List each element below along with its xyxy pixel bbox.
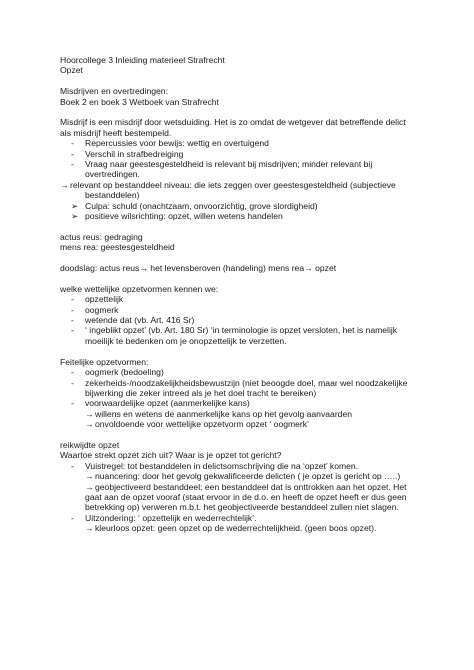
question-line: Waartoe strekt opzet zich uit? Waar is je opzet tot gericht? bbox=[60, 450, 282, 461]
list-item-cont: overtredingen. bbox=[85, 169, 140, 180]
heading-feitelijke: Feitelijke opzetvormen: bbox=[60, 356, 149, 367]
arrow-icon: → bbox=[85, 419, 94, 430]
list-item: - ‘ ingeblikt opzet’ (vb. Art. 180 Sr) ‘in terminologie is opzet versloten, het is namelijk bbox=[71, 325, 398, 336]
list-item: - voorwaardelijke opzet (aanmerkelijke kans) bbox=[71, 398, 250, 409]
arrow-icon: → bbox=[139, 263, 148, 274]
list-item-cont: bijwerking die zeker intreed als je het doel tracht te bereiken) bbox=[85, 387, 317, 398]
arrow-icon: → bbox=[60, 179, 69, 190]
sub-arrow-item: → onvoldoende voor wettelijke opzetvorm opzet ‘ oogmerk’ bbox=[85, 419, 310, 430]
dash-bullet: - bbox=[71, 148, 74, 159]
paragraph-misdrijf-cont: als misdrijf heeft bestempeld. bbox=[60, 127, 172, 138]
list-item: ➢ Culpa: schuld (onachtzaam, onvoorzichtig, grove slordigheid) bbox=[71, 200, 318, 211]
list-item: - Vuistregel: tot bestanddelen in delictsomschrijving die na ‘opzet’ komen. bbox=[71, 460, 359, 471]
heading-misdrijven: Misdrijven en overtredingen: bbox=[60, 86, 168, 97]
dash-bullet: - bbox=[71, 138, 74, 149]
doodslag-line: doodslag: actus reus→ het levensberoven (handeling) mens rea→ opzet bbox=[60, 263, 337, 274]
actus-reus-line: actus reus: gedraging bbox=[60, 231, 143, 242]
list-item-cont: moeilijk te bedenken om je onopzettelijk te verzetten. bbox=[85, 335, 287, 346]
dash-bullet: - bbox=[71, 315, 74, 326]
list-item: - oogmerk (bedoeling) bbox=[71, 367, 164, 378]
check-arrow-icon: ➢ bbox=[71, 200, 79, 211]
list-item: - Verschil in strafbedreiging bbox=[71, 148, 184, 159]
heading-reikwijdte: reikwijdte opzet bbox=[60, 439, 120, 450]
sub-arrow-item: → kleurloos opzet: geen opzet op de wederrechtelijkheid. (geen boos opzet). bbox=[85, 523, 377, 534]
sub-item-cont: betrekking op) verweren m.b.t. het geobjectiveerde bestanddeel zullen niet slagen. bbox=[85, 502, 399, 513]
arrow-icon: → bbox=[85, 471, 94, 482]
arrow-icon: → bbox=[304, 263, 313, 274]
list-item: - Vraag naar geestesgesteldheid is relevant bij misdrijven; minder relevant bij bbox=[71, 159, 373, 170]
list-item: - wetende dat (vb. Art. 416 Sr) bbox=[71, 315, 195, 326]
sub-arrow-item: → willens en wetens de aanmerkelijke kans op het gevolg aanvaarden bbox=[85, 408, 353, 419]
dash-bullet: - bbox=[71, 159, 74, 170]
list-item: - Uitzondering: ‘ opzettelijk en wederrechtelijk’. bbox=[71, 512, 257, 523]
dash-bullet: - bbox=[71, 512, 74, 523]
arrow-line: → relevant op bestanddeel niveau: die iets zeggen over geestesgesteldheid (subjectieve bbox=[60, 179, 396, 190]
dash-bullet: - bbox=[71, 377, 74, 388]
arrow-icon: → bbox=[85, 408, 94, 419]
mens-rea-line: mens rea: geestesgesteldheid bbox=[60, 242, 175, 253]
dash-bullet: - bbox=[71, 460, 74, 471]
list-item: - zekerheids-/noodzakelijkheidsbewustzijn (niet beoogde doel, maar wel noodzakelijke bbox=[71, 377, 408, 388]
dash-bullet: - bbox=[71, 304, 74, 315]
dash-bullet: - bbox=[71, 294, 74, 305]
arrow-line-cont: bestanddelen) bbox=[85, 190, 140, 201]
list-item: ➢ positieve wilsrichting: opzet, willen wetens handelen bbox=[71, 211, 283, 222]
heading-wettelijke: welke wettelijke opzetvormen kennen we: bbox=[60, 283, 219, 294]
arrow-icon: → bbox=[85, 523, 94, 534]
dash-bullet: - bbox=[71, 367, 74, 378]
list-item: - opzettelijk bbox=[71, 294, 124, 305]
sub-arrow-item: → nuancering: door het gevolg gekwalificeerde delicten ( je opzet is gericht op …..) bbox=[85, 471, 401, 482]
list-item: - Repercussies voor bewijs: wettig en overtuigend bbox=[71, 138, 269, 149]
sub-arrow-item: → geobjectiveerd bestanddeel: een bestanddeel dat is onttrokken aan het opzet. Het bbox=[85, 481, 407, 492]
dash-bullet: - bbox=[71, 325, 74, 336]
check-arrow-icon: ➢ bbox=[71, 211, 79, 222]
sub-item-cont: gaat aan de opzet vooraf (staat ervoor in de d.o. en heeft de opzet heeft er dus geen bbox=[85, 491, 407, 502]
heading-boek: Boek 2 en boek 3 Wetboek van Strafrecht bbox=[60, 96, 219, 107]
dash-bullet: - bbox=[71, 398, 74, 409]
doc-subtitle: Opzet bbox=[60, 65, 83, 76]
list-item: - oogmerk bbox=[71, 304, 119, 315]
arrow-icon: → bbox=[85, 481, 94, 492]
doc-title: Hoorcollege 3 Inleiding materieel Strafrecht bbox=[60, 55, 225, 65]
paragraph-misdrijf: Misdrijf is een misdrijf door wetsduiding. Het is zo omdat de wetgever dat betreffende delict bbox=[60, 117, 406, 128]
